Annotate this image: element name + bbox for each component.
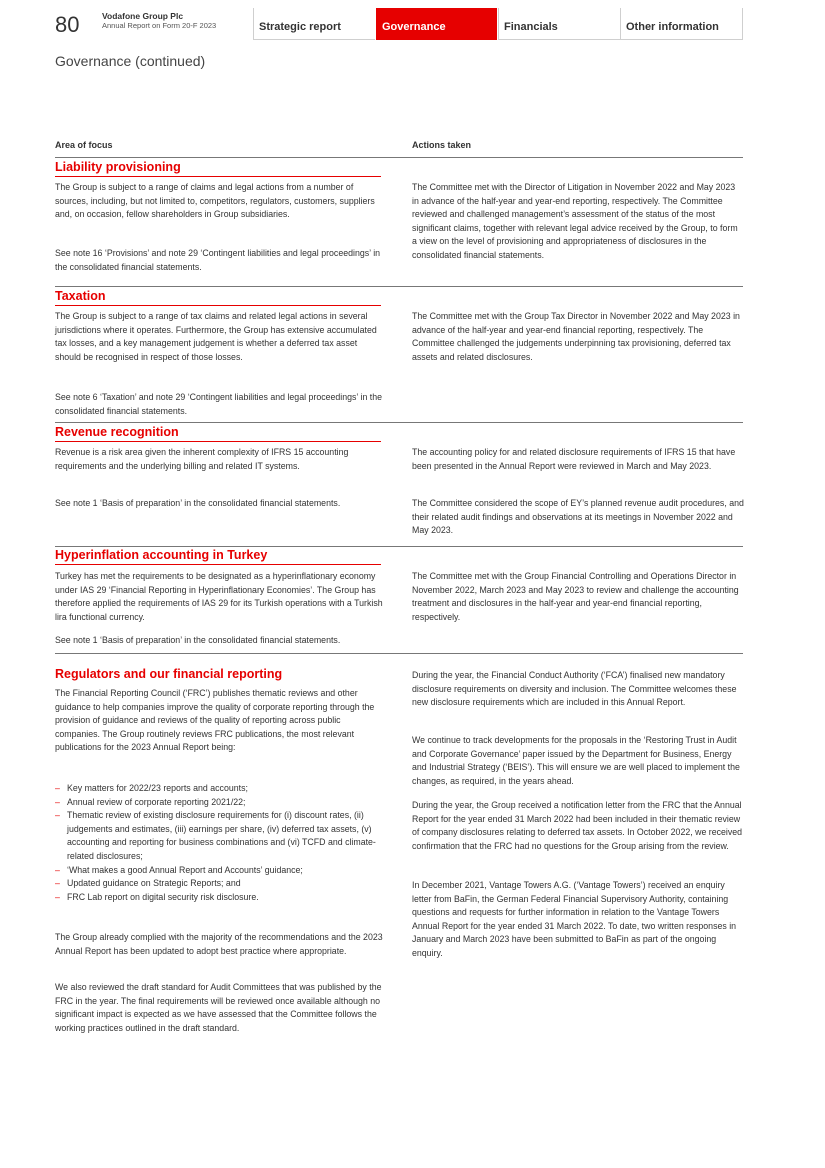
row-right-text-2: The Committee considered the scope of EY’s planned revenue audit procedures, and their related audit findings and observations at its meetings in November 2022 and May 2023. xyxy=(412,498,744,536)
row-left-note: See note 16 ‘Provisions’ and note 29 ‘Contingent liabilities and legal proceedings’ in the consolidated financial statements. xyxy=(55,248,381,272)
row-title-taxation: Taxation xyxy=(55,289,106,303)
row-title-underline xyxy=(55,441,381,442)
section-title: Governance (continued) xyxy=(55,53,206,69)
list-item: – Updated guidance on Strategic Reports; and xyxy=(55,877,385,891)
row-left-text: The Group is subject to a range of tax claims and related legal actions in several jurisdictions where it operates. Furthermore, the Group has extensive accumulated tax losses, and a key management judgement is whether a deferred tax asset should be recognised in respect of those losses. xyxy=(55,311,377,362)
row-divider xyxy=(55,286,743,287)
row-divider xyxy=(55,546,743,547)
row-left-text: The Group is subject to a range of claims and legal actions from a number of sources, including, but not limited to, competitors, regulators, customers, suppliers and, on occasion, fellow shareholders in Group subsidiaries. xyxy=(55,182,375,220)
row-left-text: Revenue is a risk area given the inherent complexity of IFRS 15 accounting requirements and the underlying billing and related IT systems. xyxy=(55,447,349,471)
regulators-bullet-list xyxy=(55,782,385,904)
regulators-right-para-3: During the year, the Group received a notification letter from the FRC that the Annual Report for the year ended 31 March 2022 had been included in their thematic review of company disclosures relating to deferred tax assets. In October 2022, we received confirmation that the FRC had no questions for the Group arising from the review. xyxy=(412,800,743,851)
row-right-text: The Committee met with the Group Financial Controlling and Operations Director in November 2022, March 2023 and May 2023 to review and challenge the accounting treatment and disclosures in the half-year and year-end financial reporting, respectively. xyxy=(412,571,739,622)
row-title-hyperinflation: Hyperinflation accounting in Turkey xyxy=(55,548,268,562)
row-left-note: See note 6 ‘Taxation’ and note 29 ‘Contingent liabilities and legal proceedings’ in the consolidated financial statements. xyxy=(55,392,383,416)
row-title-liability-provisioning: Liability provisioning xyxy=(55,160,181,174)
row-left-note: See note 1 ‘Basis of preparation’ in the consolidated financial statements. xyxy=(55,498,341,508)
row-right-text: The Committee met with the Group Tax Director in November 2022 and May 2023 in advance of the half-year and year-end financial reporting, respectively. The Committee challenged the judgements underpinning tax provisioning, deferred tax assets and related disclosures. xyxy=(412,311,740,362)
column-header-actions: Actions taken xyxy=(412,140,472,150)
list-item: – Key matters for 2022/23 reports and accounts; xyxy=(55,782,385,796)
regulators-title: Regulators and our financial reporting xyxy=(55,667,283,681)
row-left-text: Turkey has met the requirements to be designated as a hyperinflationary economy under IAS 29 ‘Financial Reporting in Hyperinflationary Economies’. The Group has therefore applied the requirements of IAS 29 for its Turkish operations with a Turkish lira functional currency. xyxy=(55,571,383,622)
list-item: – Annual review of corporate reporting 2021/22; xyxy=(55,796,385,810)
row-right-text: The accounting policy for and related disclosure requirements of IFRS 15 that have been presented in the Annual Report were reviewed in March and May 2023. xyxy=(412,447,736,471)
report-name: Annual Report on Form 20-F 2023 xyxy=(102,21,217,30)
list-item: – ‘What makes a good Annual Report and Accounts’ guidance; xyxy=(55,864,385,878)
column-header-area: Area of focus xyxy=(55,140,113,150)
tab-governance[interactable]: Governance xyxy=(376,8,497,40)
regulators-intro: The Financial Reporting Council (‘FRC’) publishes thematic reviews and other guidance to help companies improve the quality of corporate reporting through the provision of guidance and reviews of the quality of reporting across public companies. The Group routinely reviews FRC publications, the most relevant publications for the 2023 Annual Report being: xyxy=(55,688,375,753)
row-title-underline xyxy=(55,305,381,306)
company-name: Vodafone Group Plc xyxy=(102,11,184,21)
tab-strategic-report[interactable]: Strategic report xyxy=(253,8,375,40)
regulators-right-para-2: We continue to track developments for the proposals in the ‘Restoring Trust in Audit and Corporate Governance’ paper issued by the Department for Business, Energy and Industrial Strategy (‘BEIS’). This will ensure we are well placed to implement the changes, as required, in the years ahead. xyxy=(412,735,740,786)
row-title-revenue-recognition: Revenue recognition xyxy=(55,425,179,439)
row-title-underline xyxy=(55,176,381,177)
row-divider xyxy=(55,422,743,423)
row-title-underline xyxy=(55,564,381,565)
table-header-rule xyxy=(55,157,743,158)
regulators-right-para-4: In December 2021, Vantage Towers A.G. (‘Vantage Towers’) received an enquiry letter from BaFin, the German Federal Financial Supervisory Authority, containing questions and requests for further information in relation to the Vantage Towers Annual Report for the year ended 31 March 2022. To date, two written responses in January and March 2023 have been submitted to BaFin as part of the ongoing enquiry. xyxy=(412,880,737,958)
regulators-left-para: The Group already complied with the majority of the recommendations and the 2023 Annual Report has been updated to adopt best practice where appropriate. xyxy=(55,932,383,956)
list-item: – FRC Lab report on digital security risk disclosure. xyxy=(55,891,385,905)
tab-other-information[interactable]: Other information xyxy=(620,8,743,40)
page-number: 80 xyxy=(55,12,80,37)
page-header xyxy=(55,8,743,40)
table-bottom-rule xyxy=(55,653,743,654)
tab-financials[interactable]: Financials xyxy=(498,8,620,40)
company-block xyxy=(102,11,216,31)
list-item: – Thematic review of existing disclosure requirements for (i) discount rates, (ii) judgements and estimates, (iii) earnings per share, (iv) deferred tax assets, (v) accounting and reporting for business combinations and (vi) TCFD and climate-related disclosures; xyxy=(55,809,385,863)
regulators-right-para: During the year, the Financial Conduct Authority (‘FCA’) finalised new mandatory disclosure requirements on diversity and inclusion. The Committee welcomes these new disclosure requirements which are included in this Annual Report. xyxy=(412,670,737,708)
row-right-text: The Committee met with the Director of Litigation in November 2022 and May 2023 in advance of the half-year and year-end reporting, respectively. The Committee reviewed and challenged management’s assessment of the status of the most significant claims, together with relevant legal advice received by the Group, to form a view on the level of provisioning and appropriateness of disclosures in the consolidated financial statements. xyxy=(412,182,738,260)
regulators-left-para-2: We also reviewed the draft standard for Audit Committees that was published by the FRC in the year. The final requirements will be reviewed once available although no significant impact is expected as we have assessed that the Committee follows the working practices outlined in the draft standard. xyxy=(55,982,382,1033)
row-left-note: See note 1 ‘Basis of preparation’ in the consolidated financial statements. xyxy=(55,635,341,645)
